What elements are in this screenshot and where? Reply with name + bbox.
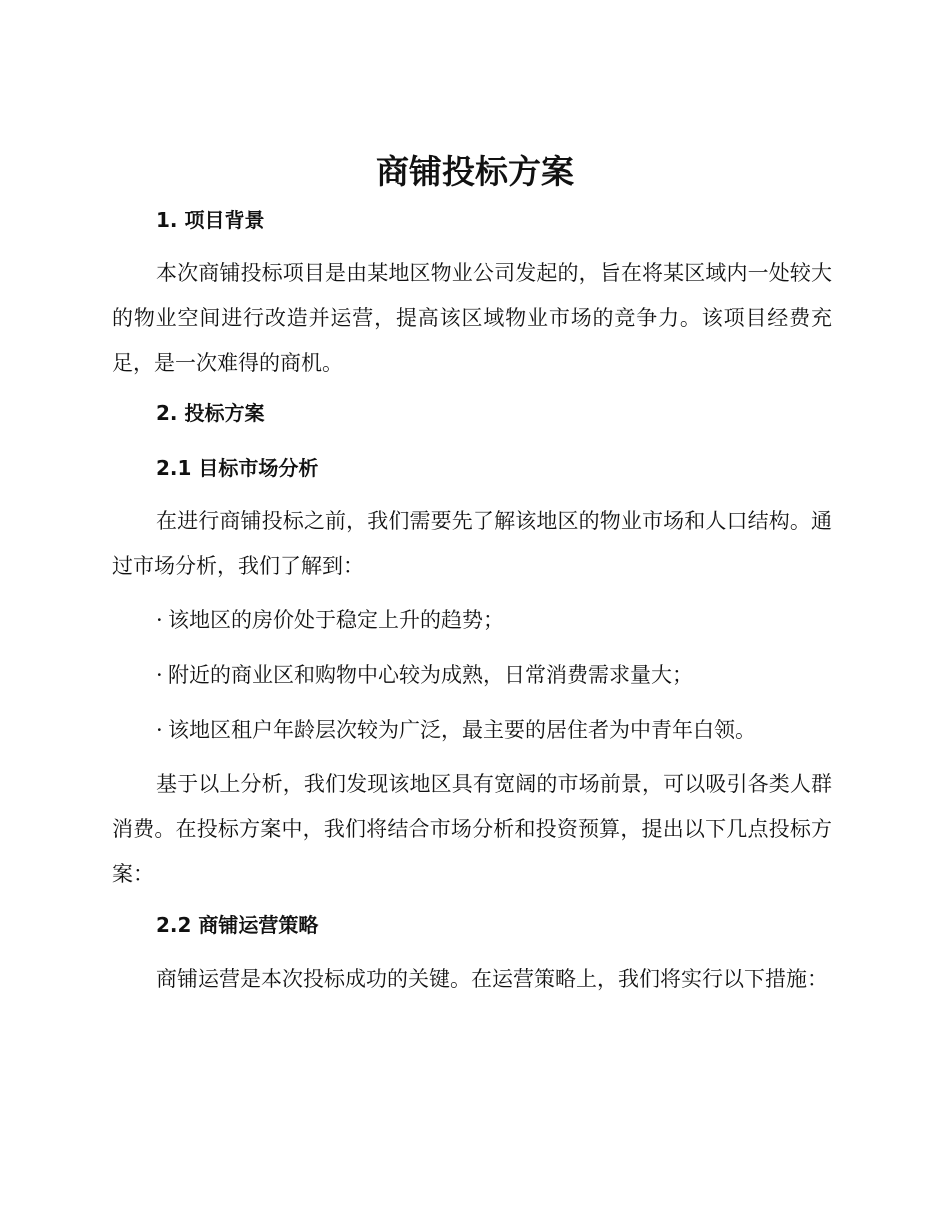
list-item bbox=[156, 660, 836, 690]
paragraph-operation-strategy: 商铺运营是本次投标成功的关键。在运营策略上，我们将实行以下措施： bbox=[156, 967, 828, 991]
section-heading-project-background: 1. 项目背景 bbox=[156, 208, 265, 232]
section-heading-operation-strategy: 2.2 商铺运营策略 bbox=[156, 913, 319, 937]
bullet-marker: · bbox=[156, 718, 163, 742]
bullet-text: 该地区的房价处于稳定上升的趋势； bbox=[168, 608, 504, 632]
list-item bbox=[156, 715, 836, 745]
list-item bbox=[156, 605, 836, 635]
bullet-marker: · bbox=[156, 663, 163, 687]
paragraph-market-analysis-intro: 在进行商铺投标之前，我们需要先了解该地区的物业市场和人口结构。通过市场分析，我们了解到： bbox=[112, 509, 832, 578]
section-heading-bid-plan: 2. 投标方案 bbox=[156, 401, 265, 425]
bullet-text: 该地区租户年龄层次较为广泛，最主要的居住者为中青年白领。 bbox=[168, 718, 756, 742]
paragraph-project-background: 本次商铺投标项目是由某地区物业公司发起的，旨在将某区域内一处较大的物业空间进行改造并运营，提高该区域物业市场的竞争力。该项目经费充足，是一次难得的商机。 bbox=[112, 261, 832, 375]
bullet-text: 附近的商业区和购物中心较为成熟，日常消费需求量大； bbox=[168, 663, 693, 687]
bullet-marker: · bbox=[156, 608, 163, 632]
section-heading-market-analysis: 2.1 目标市场分析 bbox=[156, 456, 319, 480]
document-title: 商铺投标方案 bbox=[376, 152, 574, 191]
paragraph-market-analysis-conclusion: 基于以上分析，我们发现该地区具有宽阔的市场前景，可以吸引各类人群消费。在投标方案中，我们将结合市场分析和投资预算，提出以下几点投标方案： bbox=[112, 772, 832, 886]
